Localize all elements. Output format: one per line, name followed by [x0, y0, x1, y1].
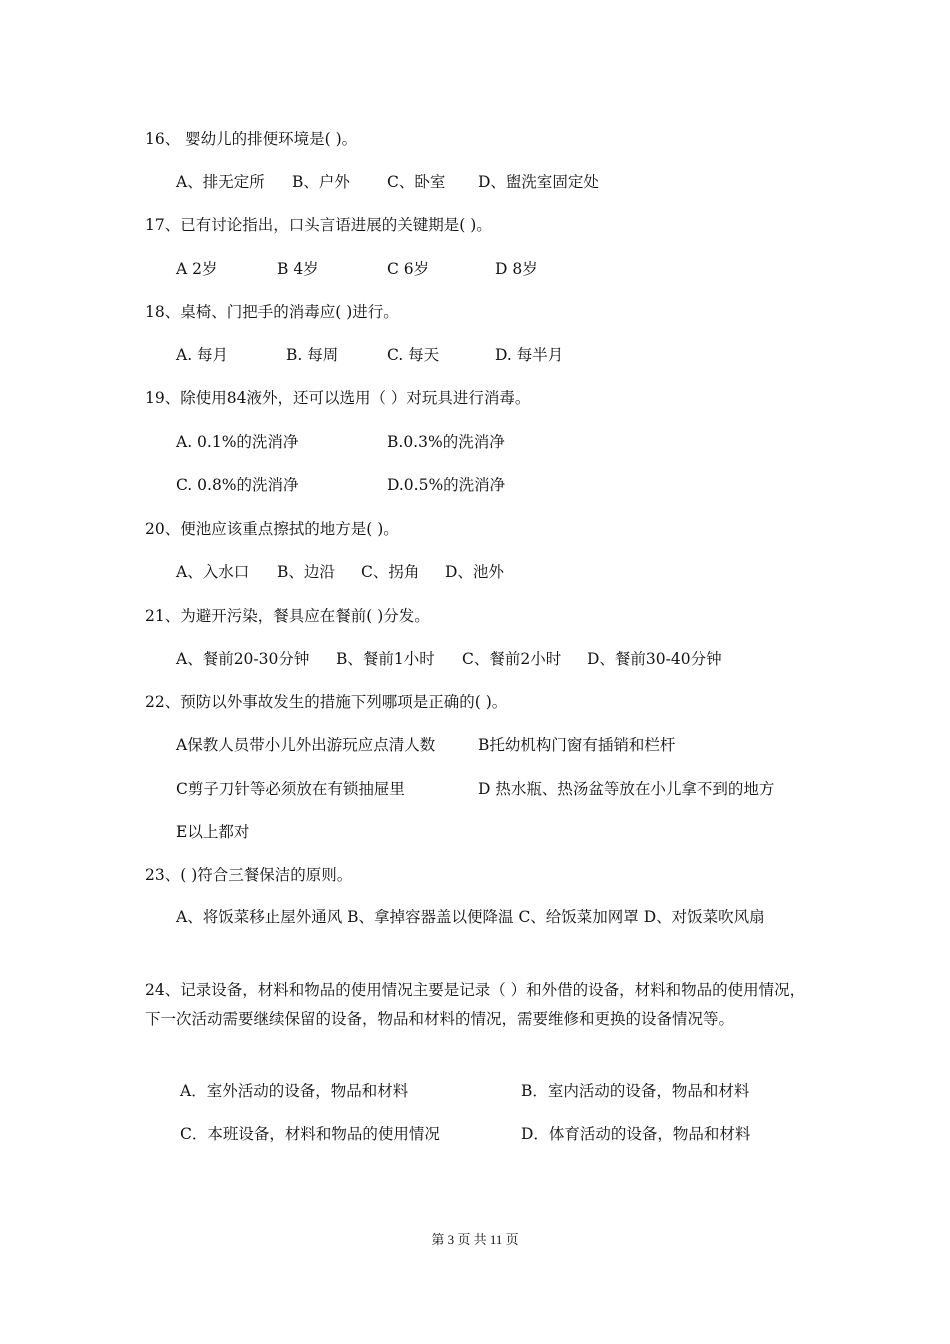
question-21: 21、为避开污染，餐具应在餐前( )分发。	[145, 607, 430, 625]
footer-middle: 页 共	[457, 1232, 487, 1247]
q21-option-c: C、餐前2小时	[462, 650, 562, 668]
q20-option-d: D、池外	[445, 563, 504, 581]
question-19: 19、除使用84液外，还可以选用（ ）对玩具进行消毒。	[145, 389, 531, 407]
q17-option-b: B 4岁	[277, 260, 319, 278]
q22-option-a: A保教人员带小儿外出游玩应点清人数	[176, 736, 436, 754]
q16-option-b: B、户外	[292, 173, 350, 191]
q21-option-a: A、餐前20-30分钟	[176, 650, 310, 668]
q17-option-c: C 6岁	[387, 260, 430, 278]
q17-option-a: A 2岁	[176, 260, 218, 278]
q24-option-b: B．室内活动的设备，物品和材料	[521, 1082, 750, 1100]
q18-option-d: D. 每半月	[495, 346, 564, 364]
footer-total-pages: 11	[489, 1232, 503, 1247]
question-18: 18、桌椅、门把手的消毒应( )进行。	[145, 303, 399, 321]
question-20: 20、便池应该重点擦拭的地方是( )。	[145, 520, 399, 538]
q16-option-d: D、盥洗室固定处	[478, 173, 599, 191]
q22-option-d: D 热水瓶、热汤盆等放在小儿拿不到的地方	[478, 780, 775, 798]
q19-option-c: C. 0.8%的洗消净	[176, 476, 299, 494]
page-footer	[0, 1229, 950, 1248]
q20-option-b: B、边沿	[277, 563, 335, 581]
q20-option-a: A、入水口	[176, 563, 250, 581]
footer-page-number: 3	[447, 1232, 455, 1247]
q17-option-d: D 8岁	[495, 260, 538, 278]
q19-option-a: A. 0.1%的洗消净	[176, 433, 299, 451]
q18-option-a: A. 每月	[176, 346, 229, 364]
q18-option-b: B. 每周	[286, 346, 339, 364]
question-22: 22、预防以外事故发生的措施下列哪项是正确的( )。	[145, 693, 508, 711]
q22-option-b: B托幼机构门窗有插销和栏杆	[478, 736, 676, 754]
question-16: 16、 婴幼儿的排便环境是( )。	[145, 130, 358, 148]
q20-option-c: C、拐角	[361, 563, 420, 581]
q24-option-d: D．体育活动的设备，物品和材料	[521, 1125, 751, 1143]
q24-option-c: C．本班设备，材料和物品的使用情况	[180, 1125, 440, 1143]
q22-option-c: C剪子刀针等必须放在有锁抽屉里	[176, 780, 405, 798]
q21-option-b: B、餐前1小时	[336, 650, 435, 668]
q18-option-c: C. 每天	[387, 346, 440, 364]
question-23: 23、( )符合三餐保洁的原则。	[145, 866, 353, 884]
footer-prefix: 第	[431, 1232, 445, 1247]
q22-option-e: E以上都对	[176, 823, 250, 841]
q16-option-a: A、排无定所	[176, 173, 265, 191]
q19-option-b: B.0.3%的洗消净	[387, 433, 505, 451]
question-24: 24、记录设备，材料和物品的使用情况主要是记录（ ）和外借的设备，材料和物品的使用情况，下一次活动需要继续保留的设备，物品和材料的情况，需要维修和更换的设备情况等。	[145, 981, 806, 1028]
q19-option-d: D.0.5%的洗消净	[387, 476, 506, 494]
q16-option-c: C、卧室	[387, 173, 446, 191]
footer-suffix: 页	[505, 1232, 519, 1247]
q24-option-a: A．室外活动的设备，物品和材料	[180, 1082, 409, 1100]
q21-option-d: D、餐前30-40分钟	[587, 650, 722, 668]
q23-options: A、将饭菜移止屋外通风 B、拿掉容器盖以便降温 C、给饭菜加网罩 D、对饭菜吹风扇	[176, 908, 765, 926]
question-17: 17、已有讨论指出，口头言语进展的关键期是( )。	[145, 216, 492, 234]
